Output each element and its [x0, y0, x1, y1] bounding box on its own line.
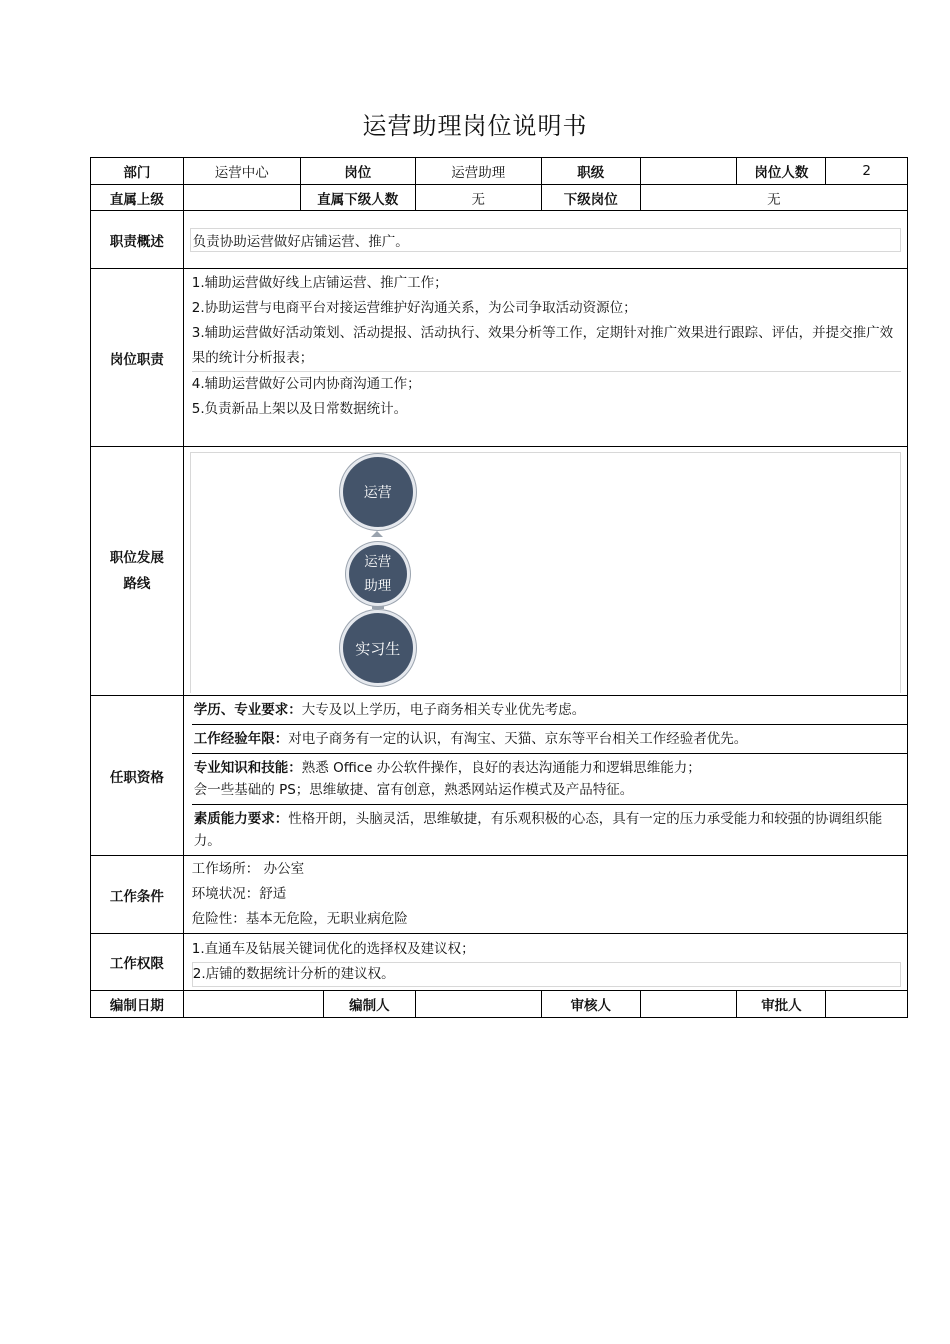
node-operations: [343, 457, 413, 527]
approver-label: 审批人: [737, 991, 826, 1018]
grade-value[interactable]: [640, 158, 737, 185]
row-qualifications: [91, 696, 908, 856]
sub-post-label: 下级岗位: [541, 185, 640, 211]
node-assistant-label: 运营助理: [364, 554, 392, 594]
date-label: 编制日期: [91, 991, 184, 1018]
qual-experience: [192, 725, 907, 754]
reviewer-label: 审核人: [541, 991, 640, 1018]
career-path-label-line2: 路线: [123, 576, 151, 592]
authority-item[interactable]: 1.直通车及钻展关键词优化的选择权及建议权；: [191, 941, 475, 957]
node-intern: [343, 613, 413, 683]
post-value[interactable]: 运营助理: [415, 158, 541, 185]
author-value[interactable]: [415, 991, 541, 1018]
qual-skills: [192, 754, 907, 805]
qual-skills-value-1[interactable]: 熟悉 Office 办公软件操作，良好的表达沟通能力和逻辑思维能力；: [301, 760, 701, 776]
conditions-cell: [183, 856, 907, 934]
duty-item[interactable]: 5.负责新品上架以及日常数据统计。: [191, 401, 408, 417]
authority-list: [192, 937, 901, 987]
author-label: 编制人: [323, 991, 415, 1018]
condition-item[interactable]: 环境状况：舒适: [191, 886, 287, 902]
arrow-up-icon: [371, 531, 383, 537]
career-path-cell: [183, 447, 907, 696]
duties-list: [192, 271, 901, 422]
grade-label: 职级: [541, 158, 640, 185]
row-superior-info: [91, 185, 908, 211]
duty-item[interactable]: 3.辅助运营做好活动策划、活动提报、活动执行、效果分析等工作，定期针对推广效果进行跟踪、评估，并提交推广效果的统计分析报表；: [191, 325, 894, 366]
row-authority: [91, 934, 908, 991]
row-summary: [91, 211, 908, 269]
qual-education-key: 学历、专业要求：: [193, 702, 302, 718]
row-basic-info: [91, 158, 908, 185]
career-path-label: [91, 447, 184, 696]
superior-value[interactable]: [183, 185, 300, 211]
duty-item[interactable]: 1.辅助运营做好线上店铺运营、推广工作；: [191, 275, 448, 291]
connector-icon: [372, 606, 384, 609]
authority-item[interactable]: 2.店铺的数据统计分析的建议权。: [192, 962, 901, 987]
authority-cell: [183, 934, 907, 991]
headcount-value[interactable]: 2: [826, 158, 908, 185]
career-path-diagram: [190, 452, 901, 693]
row-career-path: [91, 447, 908, 696]
qual-skills-value-2[interactable]: 会一些基础的 PS；思维敏捷、富有创意，熟悉网站运作模式及产品特征。: [193, 782, 634, 798]
dept-label: 部门: [91, 158, 184, 185]
job-description-table: [90, 157, 908, 1018]
summary-text[interactable]: 负责协助运营做好店铺运营、推广。: [190, 228, 901, 252]
sub-count-value[interactable]: 无: [415, 185, 541, 211]
post-label: 岗位: [300, 158, 415, 185]
qualifications-label: 任职资格: [91, 696, 184, 856]
qual-education: [192, 696, 907, 725]
qual-experience-key: 工作经验年限：: [193, 731, 289, 747]
career-path-label-line1: 职位发展: [109, 550, 164, 566]
reviewer-value[interactable]: [640, 991, 737, 1018]
qual-quality-value[interactable]: 性格开朗，头脑灵活，思维敏捷，有乐观积极的心态，具有一定的压力承受能力和较强的协调组织能力。: [193, 811, 883, 849]
sub-post-value[interactable]: 无: [640, 185, 907, 211]
duty-item[interactable]: 2.协助运营与电商平台对接运营维护好沟通关系，为公司争取活动资源位；: [191, 300, 637, 316]
conditions-list: [192, 857, 901, 932]
row-conditions: [91, 856, 908, 934]
duty-item[interactable]: 4.辅助运营做好公司内协商沟通工作；: [192, 371, 901, 397]
superior-label: 直属上级: [91, 185, 184, 211]
condition-item[interactable]: 危险性：基本无危险，无职业病危险: [191, 911, 408, 927]
headcount-label: 岗位人数: [737, 158, 826, 185]
condition-item[interactable]: 工作场所： 办公室: [191, 861, 305, 877]
qual-quality: [192, 805, 907, 855]
date-value[interactable]: [183, 991, 323, 1018]
qual-skills-key: 专业知识和技能：: [193, 760, 302, 776]
authority-label: 工作权限: [91, 934, 184, 991]
summary-cell: [183, 211, 907, 269]
approver-value[interactable]: [826, 991, 908, 1018]
qual-quality-key: 素质能力要求：: [193, 811, 289, 827]
qualifications-cell: [183, 696, 907, 856]
node-intern-label: 实习生: [355, 639, 401, 658]
node-assistant: [349, 545, 407, 603]
duties-cell: [183, 269, 907, 447]
qual-education-value[interactable]: 大专及以上学历，电子商务相关专业优先考虑。: [301, 702, 586, 718]
page-title: 运营助理岗位说明书: [362, 112, 588, 140]
dept-value[interactable]: 运营中心: [183, 158, 300, 185]
summary-label: 职责概述: [91, 211, 184, 269]
row-signoff: [91, 991, 908, 1018]
node-operations-label: 运营: [363, 485, 392, 501]
qual-experience-value[interactable]: 对电子商务有一定的认识，有淘宝、天猫、京东等平台相关工作经验者优先。: [288, 731, 748, 747]
sub-count-label: 直属下级人数: [300, 185, 415, 211]
row-duties: [91, 269, 908, 447]
duties-label: 岗位职责: [91, 269, 184, 447]
conditions-label: 工作条件: [91, 856, 184, 934]
